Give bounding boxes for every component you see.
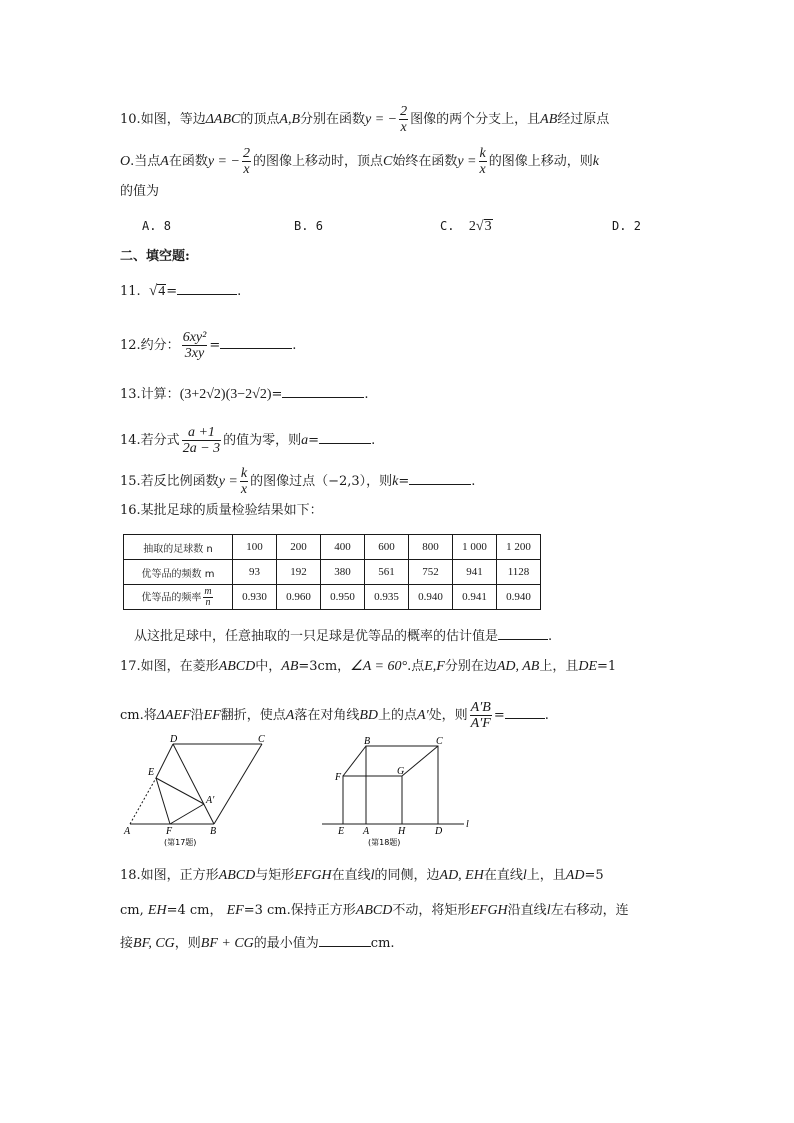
q11: 11. √4= . bbox=[120, 283, 242, 299]
label-d: D bbox=[435, 826, 443, 837]
label-c: C bbox=[436, 736, 443, 747]
table-row: 优等品的频率 $\frac{m}{n}$ 0.930 0.960 0.950 0.935 0.940 0.941 0.940 bbox=[124, 585, 541, 610]
q18-answer-blank[interactable] bbox=[319, 934, 371, 947]
q16-followup: 从这批足球中，任意抽取的一只足球是优等品的概率的估计值是 . bbox=[134, 629, 553, 644]
figure-17 bbox=[118, 734, 278, 848]
q18-line2: cm, EH=4 cm， EF=3 cm.保持正方形ABCD不动，将矩形EFGH沿直线l左右移动，连 bbox=[120, 903, 629, 918]
rectangle-efgh bbox=[343, 776, 402, 824]
q13: 13.计算：(3+2√2)(3−2√2)= . bbox=[120, 387, 369, 402]
q18-line1: 18.如图，正方形ABCD与矩形EFGH在直线l的同侧，边AD, EH在直线l上，且AD=5 bbox=[120, 868, 604, 883]
option-d: D. 2 bbox=[612, 219, 641, 233]
label-g: G bbox=[397, 766, 405, 777]
label-f: F bbox=[335, 772, 342, 783]
label-f: F bbox=[166, 826, 173, 837]
q14-answer-blank[interactable] bbox=[319, 431, 371, 444]
figure-18-caption: (第18题) bbox=[368, 838, 401, 847]
table-row: 优等品的频数 m 93 192 380 561 752 941 1128 bbox=[124, 560, 541, 585]
figure-17-caption: (第17题) bbox=[164, 838, 197, 847]
option-b: B. 6 bbox=[294, 219, 323, 233]
quality-table bbox=[123, 534, 541, 610]
segment-cg bbox=[402, 746, 438, 776]
q10-frac1: $\frac{2}{x}$ bbox=[400, 104, 408, 135]
q17-line2: cm.将ΔAEF沿EF翻折，使点A落在对角线BD上的点A′处，则 $\frac{A'B}{A'F}$ = . bbox=[120, 700, 549, 731]
label-a: A bbox=[124, 826, 131, 837]
option-c: C. 2√3 bbox=[440, 219, 492, 234]
q10-frac3: $\frac{k}{x}$ bbox=[479, 146, 486, 177]
q14-frac: $\frac{a +1}{2a - 3}$ bbox=[182, 425, 221, 456]
label-a1: A′ bbox=[206, 795, 215, 806]
option-a: A. 8 bbox=[142, 219, 171, 233]
figure-18 bbox=[318, 734, 478, 848]
rhombus-side-cb bbox=[214, 744, 262, 824]
label-a: A bbox=[363, 826, 370, 837]
section-heading: 二、填空题: bbox=[120, 249, 190, 264]
q14: 14.若分式 $\frac{a +1}{2a - 3}$ 的值为零，则a= . bbox=[120, 425, 376, 456]
q17-frac: $\frac{A'B}{A'F}$ bbox=[470, 700, 491, 731]
q13-answer-blank[interactable] bbox=[282, 385, 364, 398]
q15-answer-blank[interactable] bbox=[409, 472, 471, 485]
q16-intro: 16.某批足球的质量检验结果如下： bbox=[120, 503, 323, 518]
label-e: E bbox=[148, 767, 155, 778]
q12: 12.约分： $\frac{\text{6xy²}}{3xy}$ = . bbox=[120, 330, 297, 361]
q18-line3: 接BF, CG，则BF + CG的最小值为 cm. bbox=[120, 936, 395, 951]
q16-answer-blank[interactable] bbox=[498, 627, 548, 640]
label-h: H bbox=[398, 826, 406, 837]
label-e: E bbox=[338, 826, 345, 837]
q10-frac2: $\frac{2}{x}$ bbox=[242, 146, 250, 177]
q10-line2: O.当点A在函数y = − $\frac{2}{x}$ 的图像上移动时，顶点C始终在函数y = $\frac{k}{x}$ 的图像上移动，则k bbox=[120, 146, 599, 177]
rhombus-side-ed bbox=[156, 744, 173, 778]
q17-answer-blank[interactable] bbox=[505, 706, 545, 719]
q17-line1: 17.如图，在菱形ABCD中，AB=3cm，∠A = 60°.点E,F分别在边AD, AB上，且DE=1 bbox=[120, 659, 617, 674]
table-header: 优等品的频数 m bbox=[124, 560, 233, 585]
label-b: B bbox=[364, 736, 371, 747]
table-header: 优等品的频率 $\frac{m}{n}$ bbox=[124, 585, 233, 610]
segment-ae-dashed bbox=[130, 778, 156, 824]
segment-bf bbox=[343, 746, 366, 776]
q15: 15.若反比例函数y = $\frac{k}{x}$ 的图像过点（−2,3），则k= . bbox=[120, 466, 476, 497]
q15-frac: $\frac{k}{x}$ bbox=[240, 466, 248, 497]
label-d: D bbox=[170, 734, 178, 745]
q12-frac: $\frac{\text{6xy²}}{3xy}$ bbox=[182, 330, 207, 361]
q10-line1: 10.如图，等边ΔABC的顶点A,B分别在函数y = − $\frac{2}{x}$ 图像的两个分支上，且AB经过原点 bbox=[120, 104, 610, 135]
table-header: 抽取的足球数 n bbox=[124, 535, 233, 560]
q11-answer-blank[interactable] bbox=[177, 282, 237, 295]
label-b: B bbox=[210, 826, 217, 837]
label-c: C bbox=[258, 734, 265, 745]
label-l: l bbox=[466, 819, 469, 830]
diagonal-bd bbox=[173, 744, 214, 824]
segment-fa1 bbox=[170, 804, 204, 824]
table-row: 抽取的足球数 n 100 200 400 600 800 1 000 1 200 bbox=[124, 535, 541, 560]
q10-line3: 的值为 bbox=[120, 184, 160, 199]
q12-answer-blank[interactable] bbox=[220, 336, 292, 349]
